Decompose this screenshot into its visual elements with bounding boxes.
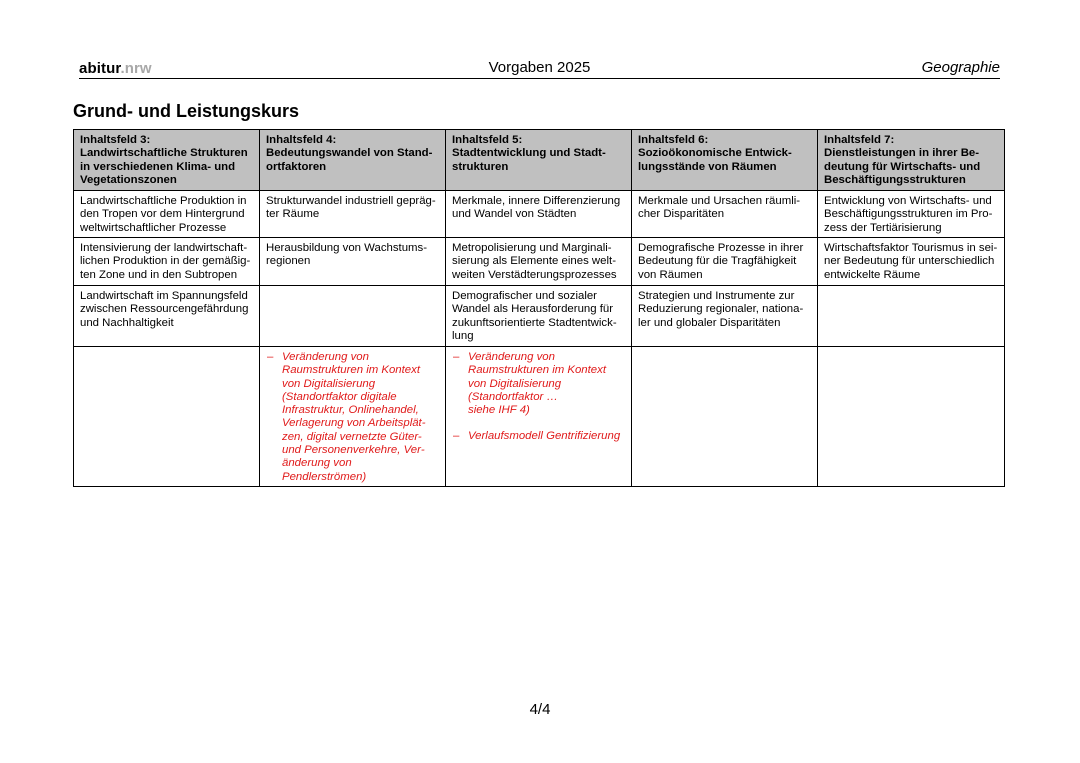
change-item [453, 430, 625, 443]
column-header-inhaltsfeld-6 [632, 130, 818, 191]
table-cell-empty [818, 347, 1005, 487]
change-item-text: Verlaufsmodell Gentrifizierung [468, 430, 621, 443]
table-header-row [74, 130, 1005, 191]
table-cell: Merkmale, innere Differenzierung und Wandel von Städten [446, 191, 632, 238]
table-cell: Landwirtschaftliche Produktion in den Tropen vor dem Hintergrund weltwirtschaftlicher Prozesse [74, 191, 260, 238]
table-row [74, 191, 1005, 238]
table-cell-empty [74, 347, 260, 487]
column-header-inhaltsfeld-5 [446, 130, 632, 191]
dash-bullet: – [453, 430, 460, 443]
table-cell-empty [632, 347, 818, 487]
column-header-inhaltsfeld-4 [260, 130, 446, 191]
table-cell-changes [446, 347, 632, 487]
page-number: 4/4 [529, 701, 551, 718]
column-header-inhaltsfeld-7 [818, 130, 1005, 191]
change-item-reference: siehe IHF 4) [468, 404, 530, 417]
table-cell: Strategien und Instrumente zur Reduzierung regionaler, nationaler und globaler Disparitäten [632, 286, 818, 347]
column-header-inhaltsfeld-3 [74, 130, 260, 191]
change-item [453, 351, 625, 417]
table-cell: Wirtschaftsfaktor Tourismus in seiner Bedeutung für unterschiedlich entwickelte Räume [818, 238, 1005, 286]
column-header-title: Inhaltsfeld 4: [266, 134, 337, 146]
table-cell: Strukturwandel industriell geprägter Räume [260, 191, 446, 238]
table-cell: Intensivierung der landwirtschaftlichen Produktion in der gemäßigten Zone und in den Subtropen [74, 238, 260, 286]
column-header-subtitle: Bedeutungswandel von Standortfaktoren [266, 147, 433, 173]
table-cell: Herausbildung von Wachstumsregionen [260, 238, 446, 286]
change-item-text: Veränderung von Raumstrukturen im Kontext von Digitalisierung (Standortfaktor … [468, 351, 607, 403]
column-header-title: Inhaltsfeld 6: [638, 134, 709, 146]
table-cell: Merkmale und Ursachen räumlicher Disparitäten [632, 191, 818, 238]
dash-bullet: – [267, 351, 274, 363]
column-header-title: Inhaltsfeld 3: [80, 134, 151, 146]
logo-suffix-text: .nrw [120, 60, 152, 77]
table-cell: Metropolisierung und Marginalisierung als Elemente eines weltweiten Verstädterungsprozesses [446, 238, 632, 286]
table-row [74, 238, 1005, 286]
change-item-text: Veränderung von Raumstrukturen im Kontext von Digitalisierung (Standortfaktor digitale Infrastruktur, Onlinehandel, Verlagerung von Arbeitsplätzen, digital vernetzte Güter- und Personenverkehre, Veränderung von Pendlerströmen) [282, 351, 426, 483]
logo-main-text: abitur [79, 60, 121, 77]
column-header-subtitle: Stadtentwicklung und Stadtstrukturen [452, 147, 606, 173]
table-row-changes [74, 347, 1005, 487]
table-cell-changes [260, 347, 446, 487]
abitur-logo [79, 60, 152, 77]
table-cell: Landwirtschaft im Spannungsfeld zwischen Ressourcengefährdung und Nachhaltigkeit [74, 286, 260, 347]
table-row [74, 286, 1005, 347]
header-subject: Geographie [921, 59, 1000, 76]
table-cell [818, 286, 1005, 347]
table-cell: Demografischer und sozialer Wandel als Herausforderung für zukunftsorientierte Stadtentwicklung [446, 286, 632, 347]
table-cell [260, 286, 446, 347]
column-header-title: Inhaltsfeld 5: [452, 134, 523, 146]
page-header [79, 58, 1000, 79]
content-table [73, 129, 1005, 487]
column-header-subtitle: Sozioökonomische Entwicklungsstände von Räumen [638, 147, 792, 173]
column-header-subtitle: Dienstleistungen in ihrer Bedeutung für Wirtschafts- und Beschäftigungsstrukturen [824, 147, 981, 186]
table-cell: Entwicklung von Wirtschafts- und Beschäftigungsstrukturen im Prozess der Tertiärisierung [818, 191, 1005, 238]
dash-bullet: – [453, 351, 460, 363]
column-header-title: Inhaltsfeld 7: [824, 134, 895, 146]
header-center-title: Vorgaben 2025 [488, 59, 591, 76]
column-header-subtitle: Landwirtschaftliche Strukturen in verschiedenen Klima- und Vegetationszonen [80, 147, 248, 186]
section-title: Grund- und Leistungskurs [73, 101, 300, 121]
table-cell: Demografische Prozesse in ihrer Bedeutung für die Tragfähigkeit von Räumen [632, 238, 818, 286]
change-item [267, 351, 439, 484]
